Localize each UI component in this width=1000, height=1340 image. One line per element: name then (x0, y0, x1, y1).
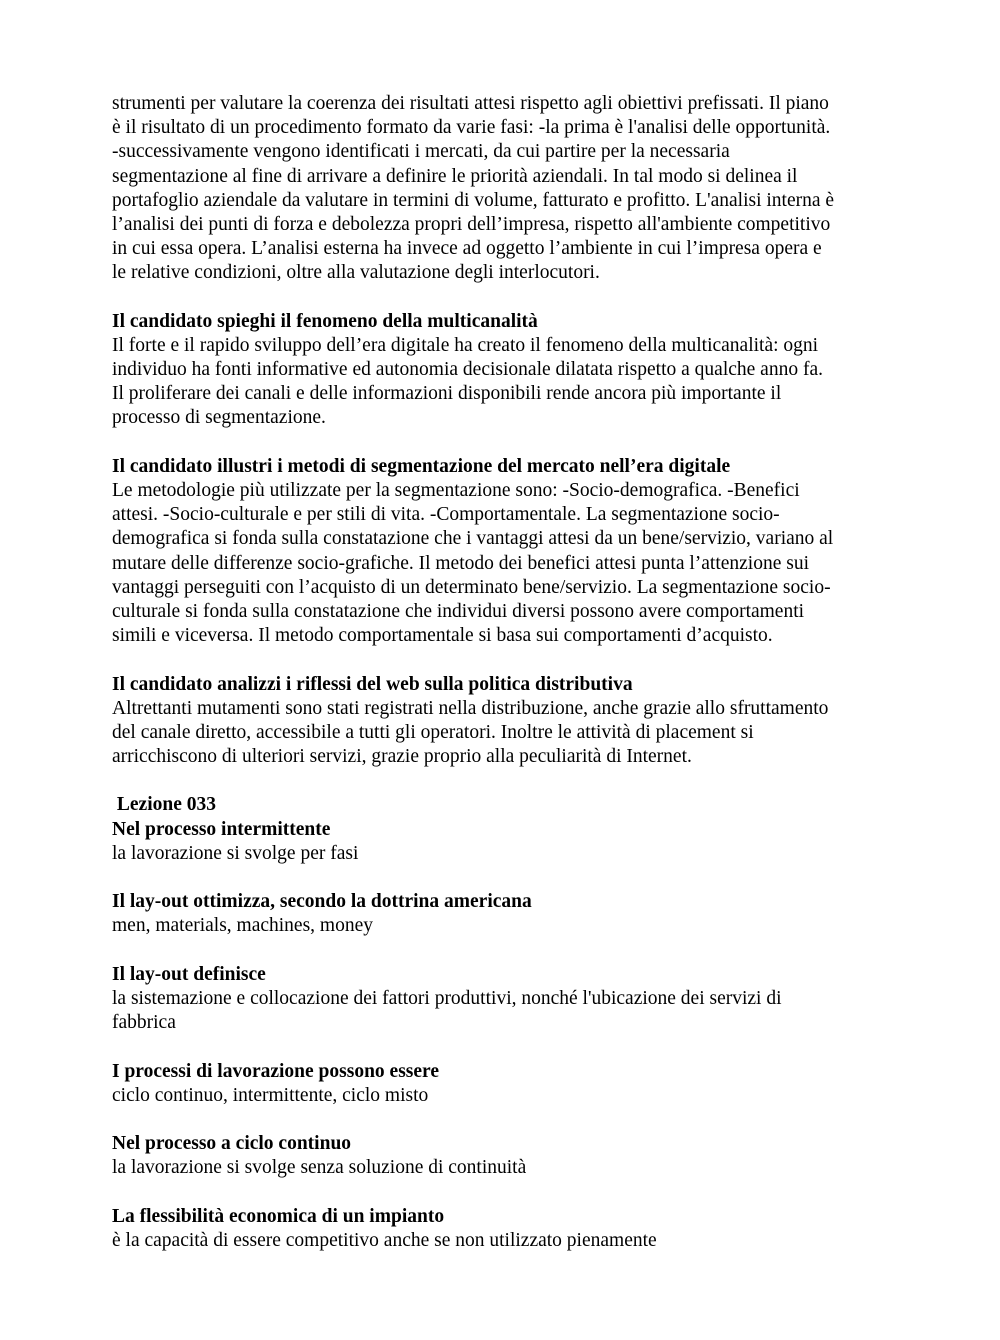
text-line: Il proliferare dei canali e delle informazioni disponibili rende ancora più importante il (112, 383, 782, 405)
text-line: processo di segmentazione. (112, 407, 326, 429)
text-line: simili e viceversa. Il metodo comportamentale si basa sui comportamenti d’acquisto. (112, 625, 773, 647)
section-heading: Il candidato analizzi i riflessi del web sulla politica distributiva (112, 673, 633, 695)
spacer (112, 1035, 892, 1059)
text-line: demografica si fonda sulla constatazione che i vantaggi attesi da un bene/servizio, variano al (112, 528, 834, 550)
text-line: è il risultato di un procedimento formato da varie fasi: -la prima è l'analisi delle opportunità. (112, 117, 831, 139)
answer: ciclo continuo, intermittente, ciclo misto (112, 1084, 429, 1106)
section-multicanalita (112, 310, 892, 431)
spacer (112, 431, 892, 455)
answer: è la capacità di essere competitivo anche se non utilizzato pienamente (112, 1229, 657, 1251)
text-line: mutare delle differenze socio-grafiche. Il metodo dei benefici attesi punta l’attenzione sui (112, 552, 810, 574)
intro-paragraph (112, 92, 892, 286)
text-line: -successivamente vengono identificati i mercati, da cui partire per la necessaria (112, 141, 730, 163)
text-line: Altrettanti mutamenti sono stati registrati nella distribuzione, anche grazie allo sfruttamento (112, 697, 829, 719)
text-line: arricchiscono di ulteriori servizi, grazie proprio alla peculiarità di Internet. (112, 746, 692, 768)
spacer (112, 648, 892, 672)
spacer (112, 769, 892, 793)
text-line: Le metodologie più utilizzate per la segmentazione sono: -Socio-demografica. -Benefici (112, 480, 800, 501)
spacer (112, 866, 892, 890)
text-line: vantaggi perseguiti con l’acquisto di un determinato bene/servizio. La segmentazione socio- (112, 576, 831, 598)
document-page (112, 92, 892, 1253)
section-politica-distributiva (112, 673, 892, 770)
text-line: strumenti per valutare la coerenza dei risultati attesi rispetto agli obiettivi prefissati. Il piano (112, 93, 829, 114)
text-line: portafoglio aziendale da valutare in termini di volume, fatturato e profitto. L'analisi interna è (112, 189, 835, 211)
section-heading: Il candidato spieghi il fenomeno della multicanalità (112, 310, 538, 332)
lesson-title: Lezione 033 (112, 794, 216, 816)
section-segmentazione (112, 455, 892, 649)
section-heading: Il candidato illustri i metodi di segmentazione del mercato nell’era digitale (112, 455, 731, 477)
text-line: le relative condizioni, oltre alla valutazione degli interlocutori. (112, 262, 600, 284)
question: La flessibilità economica di un impianto (112, 1205, 445, 1227)
question: Nel processo a ciclo continuo (112, 1133, 352, 1155)
question: Il lay-out ottimizza, secondo la dottrina americana (112, 891, 532, 913)
question: Nel processo intermittente (112, 818, 331, 840)
answer: la lavorazione si svolge senza soluzione di continuità (112, 1157, 527, 1179)
spacer (112, 939, 892, 963)
answer: men, materials, machines, money (112, 915, 374, 937)
text-line: del canale diretto, accessibile a tutti gli operatori. Inoltre le attività di placement si (112, 721, 754, 743)
answer: fabbrica (112, 1012, 176, 1034)
text-line: l’analisi dei punti di forza e debolezza propri dell’impresa, rispetto all'ambiente competitivo (112, 213, 831, 235)
spacer (112, 1180, 892, 1204)
question: I processi di lavorazione possono essere (112, 1060, 439, 1082)
text-line: segmentazione al fine di arrivare a definire le priorità aziendali. In tal modo si delinea il (112, 165, 798, 187)
spacer (112, 1108, 892, 1132)
text-line: attesi. -Socio-culturale e per stili di vita. -Comportamentale. La segmentazione socio- (112, 504, 780, 526)
spacer (112, 286, 892, 310)
answer: la lavorazione si svolge per fasi (112, 842, 359, 864)
text-line: individuo ha fonti informative ed autonomia decisionale dilatata rispetto a qualche anno fa. (112, 359, 823, 381)
text-line: in cui essa opera. L’analisi esterna ha invece ad oggetto l’ambiente in cui l’impresa opera e (112, 238, 822, 260)
text-line: Il forte e il rapido sviluppo dell’era digitale ha creato il fenomeno della multicanalità: ogni (112, 334, 819, 356)
answer: la sistemazione e collocazione dei fattori produttivi, nonché l'ubicazione dei servizi di (112, 987, 782, 1009)
lesson-block (112, 793, 892, 1253)
question: Il lay-out definisce (112, 963, 266, 985)
text-line: culturale si fonda sulla constatazione che individui diversi possono avere comportamenti (112, 600, 805, 622)
